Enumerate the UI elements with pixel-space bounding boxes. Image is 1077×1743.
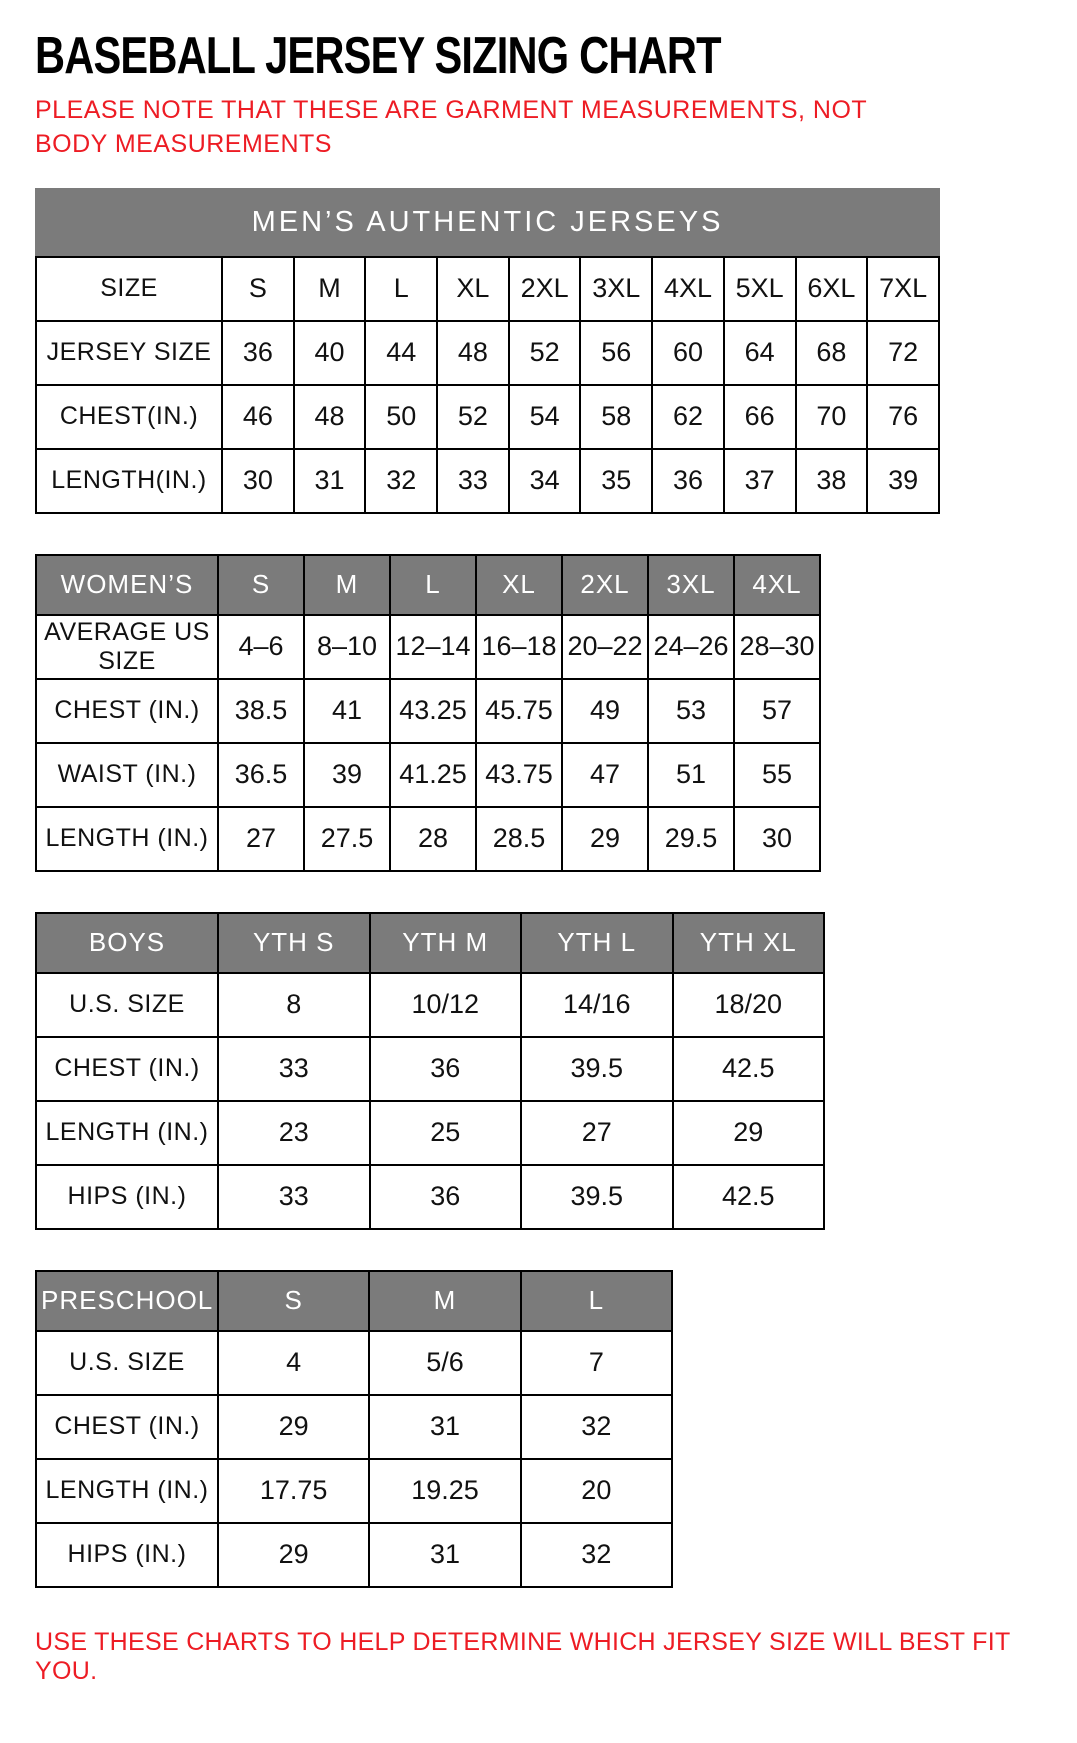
- value-cell: 7XL: [867, 257, 939, 321]
- table-row: [36, 807, 820, 871]
- column-header: M: [369, 1271, 520, 1331]
- table-row: [36, 1165, 824, 1229]
- value-cell: 43.75: [476, 743, 562, 807]
- value-cell: 52: [437, 385, 509, 449]
- row-label: CHEST (IN.): [36, 1395, 218, 1459]
- row-label: HIPS (IN.): [36, 1523, 218, 1587]
- value-cell: 39.5: [521, 1165, 673, 1229]
- value-cell: 48: [294, 385, 366, 449]
- value-cell: 64: [724, 321, 796, 385]
- value-cell: 23: [218, 1101, 370, 1165]
- value-cell: 44: [365, 321, 437, 385]
- value-cell: 31: [369, 1395, 520, 1459]
- column-header: S: [218, 1271, 369, 1331]
- value-cell: 36: [370, 1037, 522, 1101]
- table-row: [36, 1395, 672, 1459]
- value-cell: 36: [652, 449, 724, 513]
- value-cell: 46: [222, 385, 294, 449]
- row-label: CHEST (IN.): [36, 679, 218, 743]
- value-cell: S: [222, 257, 294, 321]
- value-cell: 29.5: [648, 807, 734, 871]
- page-title: BASEBALL JERSEY SIZING CHART: [35, 27, 721, 85]
- row-label: CHEST(IN.): [36, 385, 222, 449]
- value-cell: 40: [294, 321, 366, 385]
- row-label: U.S. SIZE: [36, 973, 218, 1037]
- value-cell: 28.5: [476, 807, 562, 871]
- table-row: [36, 321, 939, 385]
- garment-measurements-note: PLEASE NOTE THAT THESE ARE GARMENT MEASUREMENTS, NOT BODY MEASUREMENTS: [35, 96, 867, 158]
- column-header: YTH S: [218, 913, 370, 973]
- value-cell: 41.25: [390, 743, 476, 807]
- value-cell: 47: [562, 743, 648, 807]
- value-cell: 12–14: [390, 615, 476, 679]
- preschool-sizing-table: [35, 1270, 673, 1588]
- column-header: L: [390, 555, 476, 615]
- value-cell: 14/16: [521, 973, 673, 1037]
- value-cell: 57: [734, 679, 820, 743]
- table-row: [36, 257, 939, 321]
- value-cell: 60: [652, 321, 724, 385]
- value-cell: 38.5: [218, 679, 304, 743]
- value-cell: 27: [218, 807, 304, 871]
- column-header: YTH L: [521, 913, 673, 973]
- value-cell: L: [365, 257, 437, 321]
- womens-header-label: WOMEN’S: [36, 555, 218, 615]
- row-label: JERSEY SIZE: [36, 321, 222, 385]
- boys-header-label: BOYS: [36, 913, 218, 973]
- preschool-header-label: PRESCHOOL: [36, 1271, 218, 1331]
- table-row: [36, 743, 820, 807]
- mens-banner: MEN’S AUTHENTIC JERSEYS: [36, 189, 939, 257]
- value-cell: 33: [437, 449, 509, 513]
- row-label: SIZE: [36, 257, 222, 321]
- value-cell: 27: [521, 1101, 673, 1165]
- row-label: HIPS (IN.): [36, 1165, 218, 1229]
- value-cell: 7: [521, 1331, 672, 1395]
- mens-banner-row: [36, 189, 939, 257]
- value-cell: 52: [509, 321, 581, 385]
- value-cell: 29: [562, 807, 648, 871]
- value-cell: 18/20: [673, 973, 825, 1037]
- value-cell: 38: [796, 449, 868, 513]
- column-header: YTH XL: [673, 913, 825, 973]
- value-cell: 32: [521, 1523, 672, 1587]
- value-cell: 37: [724, 449, 796, 513]
- value-cell: 34: [509, 449, 581, 513]
- boys-sizing-table: [35, 912, 825, 1230]
- value-cell: 53: [648, 679, 734, 743]
- value-cell: 6XL: [796, 257, 868, 321]
- table-row: [36, 615, 820, 679]
- value-cell: 19.25: [369, 1459, 520, 1523]
- value-cell: 58: [580, 385, 652, 449]
- boys-header-row: [36, 913, 824, 973]
- value-cell: 42.5: [673, 1165, 825, 1229]
- row-label: CHEST (IN.): [36, 1037, 218, 1101]
- value-cell: 16–18: [476, 615, 562, 679]
- value-cell: 51: [648, 743, 734, 807]
- value-cell: 5XL: [724, 257, 796, 321]
- value-cell: 4: [218, 1331, 369, 1395]
- value-cell: 4XL: [652, 257, 724, 321]
- column-header: XL: [476, 555, 562, 615]
- value-cell: 50: [365, 385, 437, 449]
- value-cell: 4–6: [218, 615, 304, 679]
- value-cell: 8: [218, 973, 370, 1037]
- row-label: AVERAGE US SIZE: [36, 615, 218, 679]
- column-header: 3XL: [648, 555, 734, 615]
- womens-header-row: [36, 555, 820, 615]
- table-row: [36, 1037, 824, 1101]
- value-cell: 24–26: [648, 615, 734, 679]
- value-cell: 45.75: [476, 679, 562, 743]
- value-cell: 39: [867, 449, 939, 513]
- value-cell: 35: [580, 449, 652, 513]
- value-cell: 28: [390, 807, 476, 871]
- value-cell: 66: [724, 385, 796, 449]
- value-cell: 48: [437, 321, 509, 385]
- footer-note: USE THESE CHARTS TO HELP DETERMINE WHICH JERSEY SIZE WILL BEST FIT YOU.: [35, 1627, 1011, 1685]
- value-cell: 72: [867, 321, 939, 385]
- table-row: [36, 973, 824, 1037]
- column-header: YTH M: [370, 913, 522, 973]
- value-cell: 30: [222, 449, 294, 513]
- value-cell: 43.25: [390, 679, 476, 743]
- value-cell: 56: [580, 321, 652, 385]
- value-cell: 36: [222, 321, 294, 385]
- value-cell: 29: [218, 1395, 369, 1459]
- row-label: LENGTH(IN.): [36, 449, 222, 513]
- value-cell: 55: [734, 743, 820, 807]
- column-header: L: [521, 1271, 672, 1331]
- value-cell: 36.5: [218, 743, 304, 807]
- value-cell: 27.5: [304, 807, 390, 871]
- value-cell: 39: [304, 743, 390, 807]
- preschool-header-row: [36, 1271, 672, 1331]
- row-label: LENGTH (IN.): [36, 1459, 218, 1523]
- mens-authentic-jerseys-table: [35, 188, 940, 514]
- value-cell: 31: [294, 449, 366, 513]
- value-cell: 5/6: [369, 1331, 520, 1395]
- row-label: U.S. SIZE: [36, 1331, 218, 1395]
- row-label: LENGTH (IN.): [36, 807, 218, 871]
- table-row: [36, 1101, 824, 1165]
- value-cell: 41: [304, 679, 390, 743]
- value-cell: 25: [370, 1101, 522, 1165]
- value-cell: 36: [370, 1165, 522, 1229]
- value-cell: 20: [521, 1459, 672, 1523]
- value-cell: 29: [673, 1101, 825, 1165]
- table-row: [36, 1331, 672, 1395]
- value-cell: 29: [218, 1523, 369, 1587]
- value-cell: 39.5: [521, 1037, 673, 1101]
- value-cell: 68: [796, 321, 868, 385]
- value-cell: 28–30: [734, 615, 820, 679]
- value-cell: M: [294, 257, 366, 321]
- womens-sizing-table: [35, 554, 821, 872]
- value-cell: 17.75: [218, 1459, 369, 1523]
- value-cell: 33: [218, 1165, 370, 1229]
- value-cell: 10/12: [370, 973, 522, 1037]
- value-cell: 49: [562, 679, 648, 743]
- value-cell: 54: [509, 385, 581, 449]
- value-cell: 76: [867, 385, 939, 449]
- value-cell: 20–22: [562, 615, 648, 679]
- value-cell: 32: [365, 449, 437, 513]
- table-row: [36, 385, 939, 449]
- column-header: 2XL: [562, 555, 648, 615]
- value-cell: 2XL: [509, 257, 581, 321]
- value-cell: 70: [796, 385, 868, 449]
- table-row: [36, 1523, 672, 1587]
- value-cell: 30: [734, 807, 820, 871]
- value-cell: 42.5: [673, 1037, 825, 1101]
- value-cell: 62: [652, 385, 724, 449]
- table-row: [36, 1459, 672, 1523]
- value-cell: 8–10: [304, 615, 390, 679]
- value-cell: 32: [521, 1395, 672, 1459]
- table-row: [36, 679, 820, 743]
- value-cell: 3XL: [580, 257, 652, 321]
- row-label: LENGTH (IN.): [36, 1101, 218, 1165]
- column-header: 4XL: [734, 555, 820, 615]
- value-cell: 31: [369, 1523, 520, 1587]
- column-header: M: [304, 555, 390, 615]
- value-cell: 33: [218, 1037, 370, 1101]
- column-header: S: [218, 555, 304, 615]
- table-row: [36, 449, 939, 513]
- value-cell: XL: [437, 257, 509, 321]
- row-label: WAIST (IN.): [36, 743, 218, 807]
